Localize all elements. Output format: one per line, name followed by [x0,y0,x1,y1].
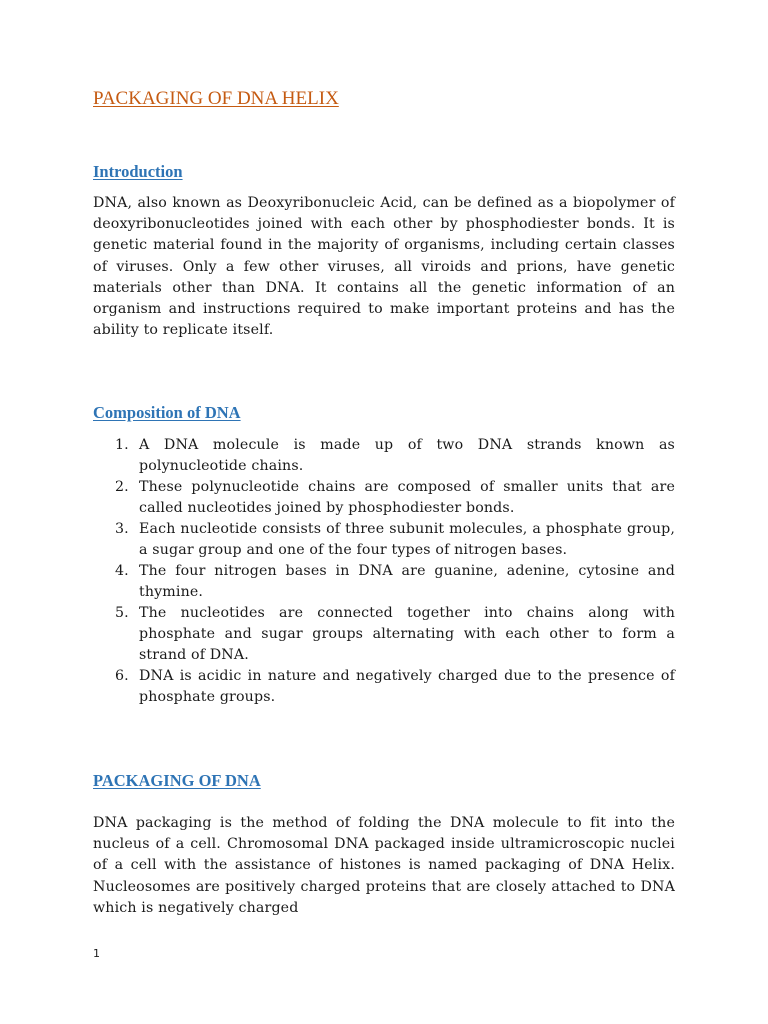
list-item [93,435,675,477]
list-item-number: 1. [115,437,129,453]
list-item-number: 4. [115,563,129,579]
list-item [93,477,675,519]
composition-list [93,435,675,708]
introduction-paragraph: DNA, also known as Deoxyribonucleic Acid, can be defined as a biopolymer of deoxyribonucleotides joined with each other by phosphodiester bonds. It is genetic material found in the majority of organisms, including certain classes of viruses. Only a few other viruses, all viroids and prions, have genetic materials other than DNA. It contains all the genetic information of an organism and instructions required to make important proteins and has the ability to replicate itself. [93,195,675,339]
introduction-heading: Introduction [93,162,183,181]
list-item-text: The four nitrogen bases in DNA are guanine, adenine, cytosine and thymine. [139,563,675,600]
list-item [93,603,675,666]
page-number: 1 [93,947,100,960]
list-item-text: DNA is acidic in nature and negatively charged due to the presence of phosphate groups. [139,668,675,705]
list-item-number: 5. [115,605,129,621]
list-item-text: The nucleotides are connected together into chains along with phosphate and sugar groups alternating with each other to form a strand of DNA. [139,605,675,663]
packaging-heading: PACKAGING OF DNA [93,771,261,790]
list-item-number: 6. [115,668,129,684]
list-item-text: These polynucleotide chains are composed of smaller units that are called nucleotides joined by phosphodiester bonds. [139,479,675,516]
list-item [93,519,675,561]
list-item-number: 2. [115,479,129,495]
list-item-text: Each nucleotide consists of three subunit molecules, a phosphate group, a sugar group and one of the four types of nitrogen bases. [139,521,675,558]
document-title: PACKAGING OF DNA HELIX [93,88,339,109]
list-item-text: A DNA molecule is made up of two DNA strands known as polynucleotide chains. [139,437,675,474]
packaging-paragraph: DNA packaging is the method of folding the DNA molecule to fit into the nucleus of a cell. Chromosomal DNA packaged inside ultramicroscopic nuclei of a cell with the assistance of histones is named packaging of DNA Helix. Nucleosomes are positively charged proteins that are closely attached to DNA which is negatively charged [93,815,675,916]
list-item [93,666,675,708]
composition-heading: Composition of DNA [93,403,241,422]
list-item-number: 3. [115,521,129,537]
list-item [93,561,675,603]
